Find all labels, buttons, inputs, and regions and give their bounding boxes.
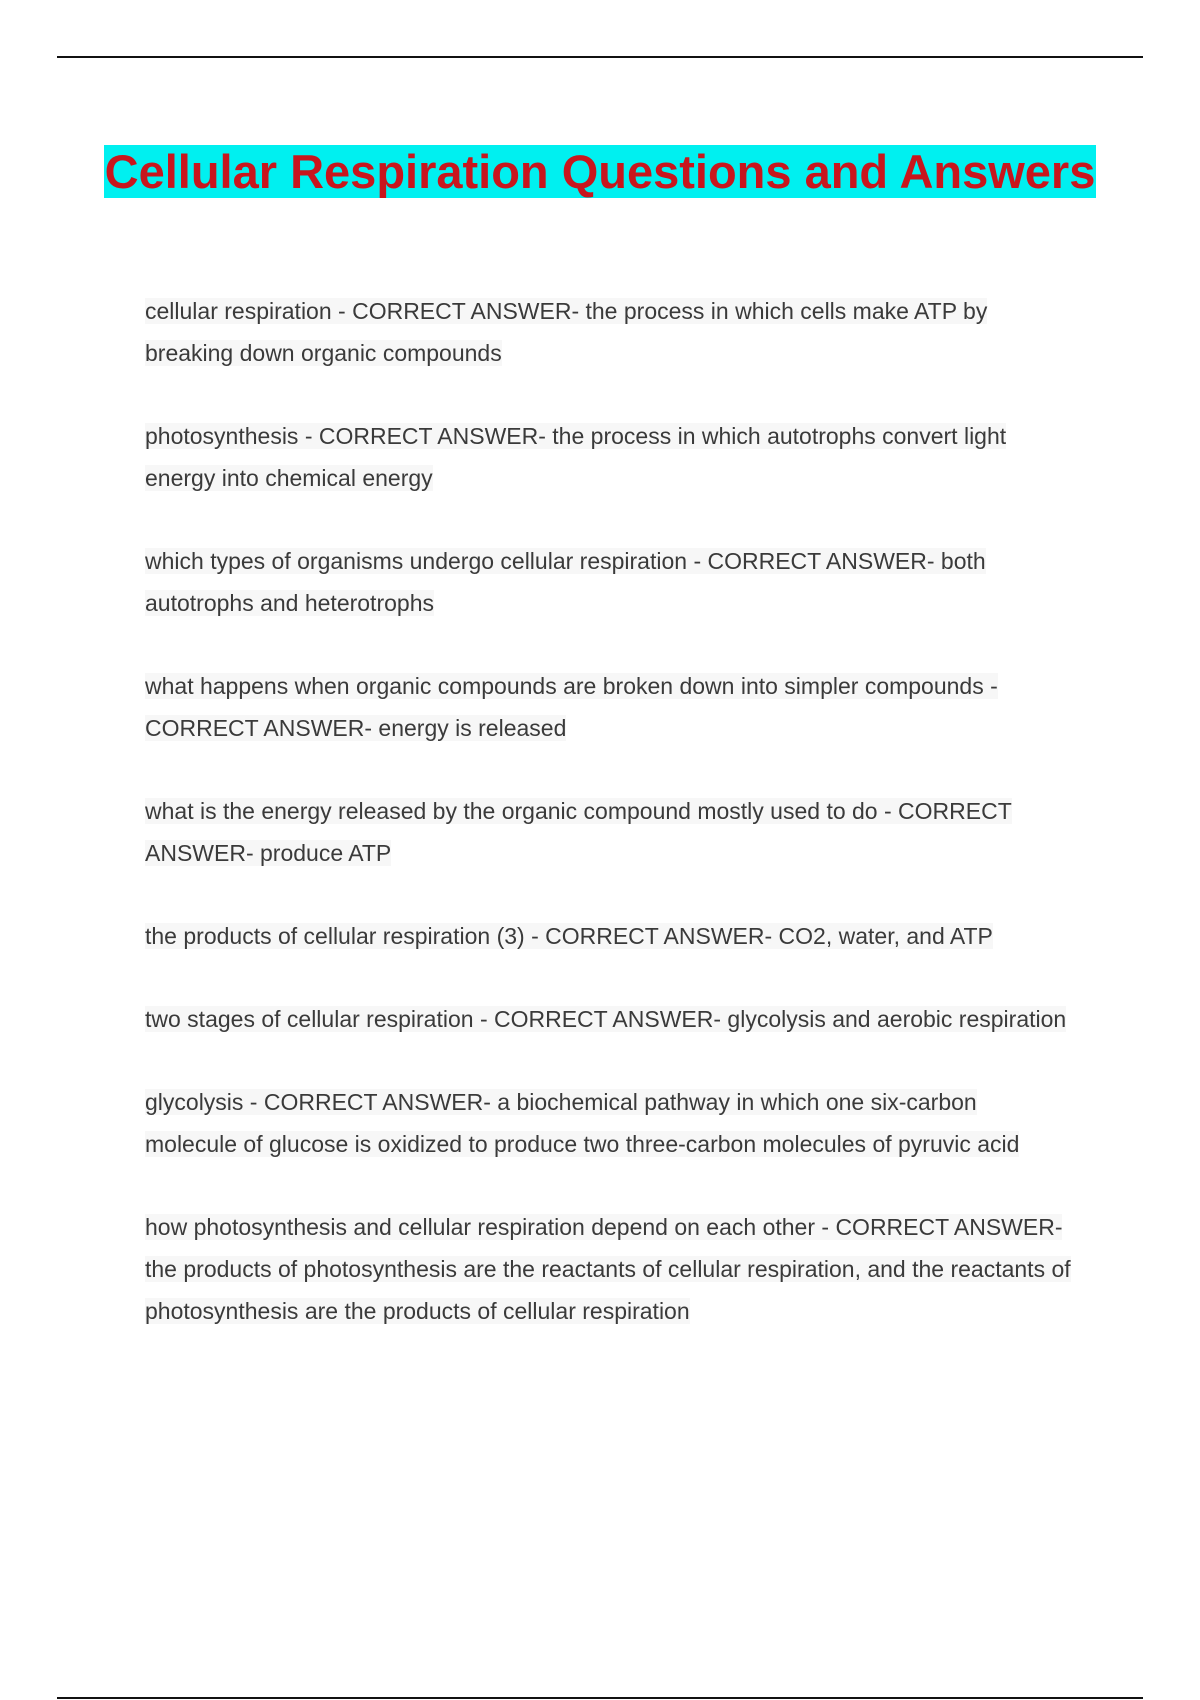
qa-item: [145, 790, 1075, 874]
qa-item: [145, 998, 1075, 1040]
qa-item: [145, 1081, 1075, 1165]
qa-list: [145, 290, 1075, 1373]
qa-item: [145, 290, 1075, 374]
qa-item-text: cellular respiration - CORRECT ANSWER- the process in which cells make ATP by breaking down organic compounds: [145, 298, 988, 366]
qa-item-text: how photosynthesis and cellular respiration depend on each other - CORRECT ANSWER- the products of photosynthesis are the reactants of cellular respiration, and the reactants of photosynthesis are the products of cellular respiration: [145, 1214, 1071, 1324]
qa-item: [145, 665, 1075, 749]
qa-item: [145, 915, 1075, 957]
page-title: Cellular Respiration Questions and Answers: [104, 145, 1096, 198]
qa-item-text: two stages of cellular respiration - CORRECT ANSWER- glycolysis and aerobic respiration: [145, 1006, 1067, 1032]
qa-item-text: glycolysis - CORRECT ANSWER- a biochemical pathway in which one six-carbon molecule of glucose is oxidized to produce two three-carbon molecules of pyruvic acid: [145, 1089, 1020, 1157]
qa-item-text: what happens when organic compounds are broken down into simpler compounds - CORRECT ANSWER- energy is released: [145, 673, 998, 741]
qa-item-text: which types of organisms undergo cellular respiration - CORRECT ANSWER- both autotrophs and heterotrophs: [145, 548, 986, 616]
title-block: [0, 144, 1200, 199]
qa-item: [145, 540, 1075, 624]
top-rule: [57, 56, 1143, 58]
qa-item-text: photosynthesis - CORRECT ANSWER- the process in which autotrophs convert light energy into chemical energy: [145, 423, 1007, 491]
qa-item: [145, 415, 1075, 499]
bottom-rule: [57, 1697, 1143, 1699]
qa-item: [145, 1206, 1075, 1332]
qa-item-text: what is the energy released by the organic compound mostly used to do - CORRECT ANSWER- produce ATP: [145, 798, 1012, 866]
qa-item-text: the products of cellular respiration (3) - CORRECT ANSWER- CO2, water, and ATP: [145, 923, 993, 949]
